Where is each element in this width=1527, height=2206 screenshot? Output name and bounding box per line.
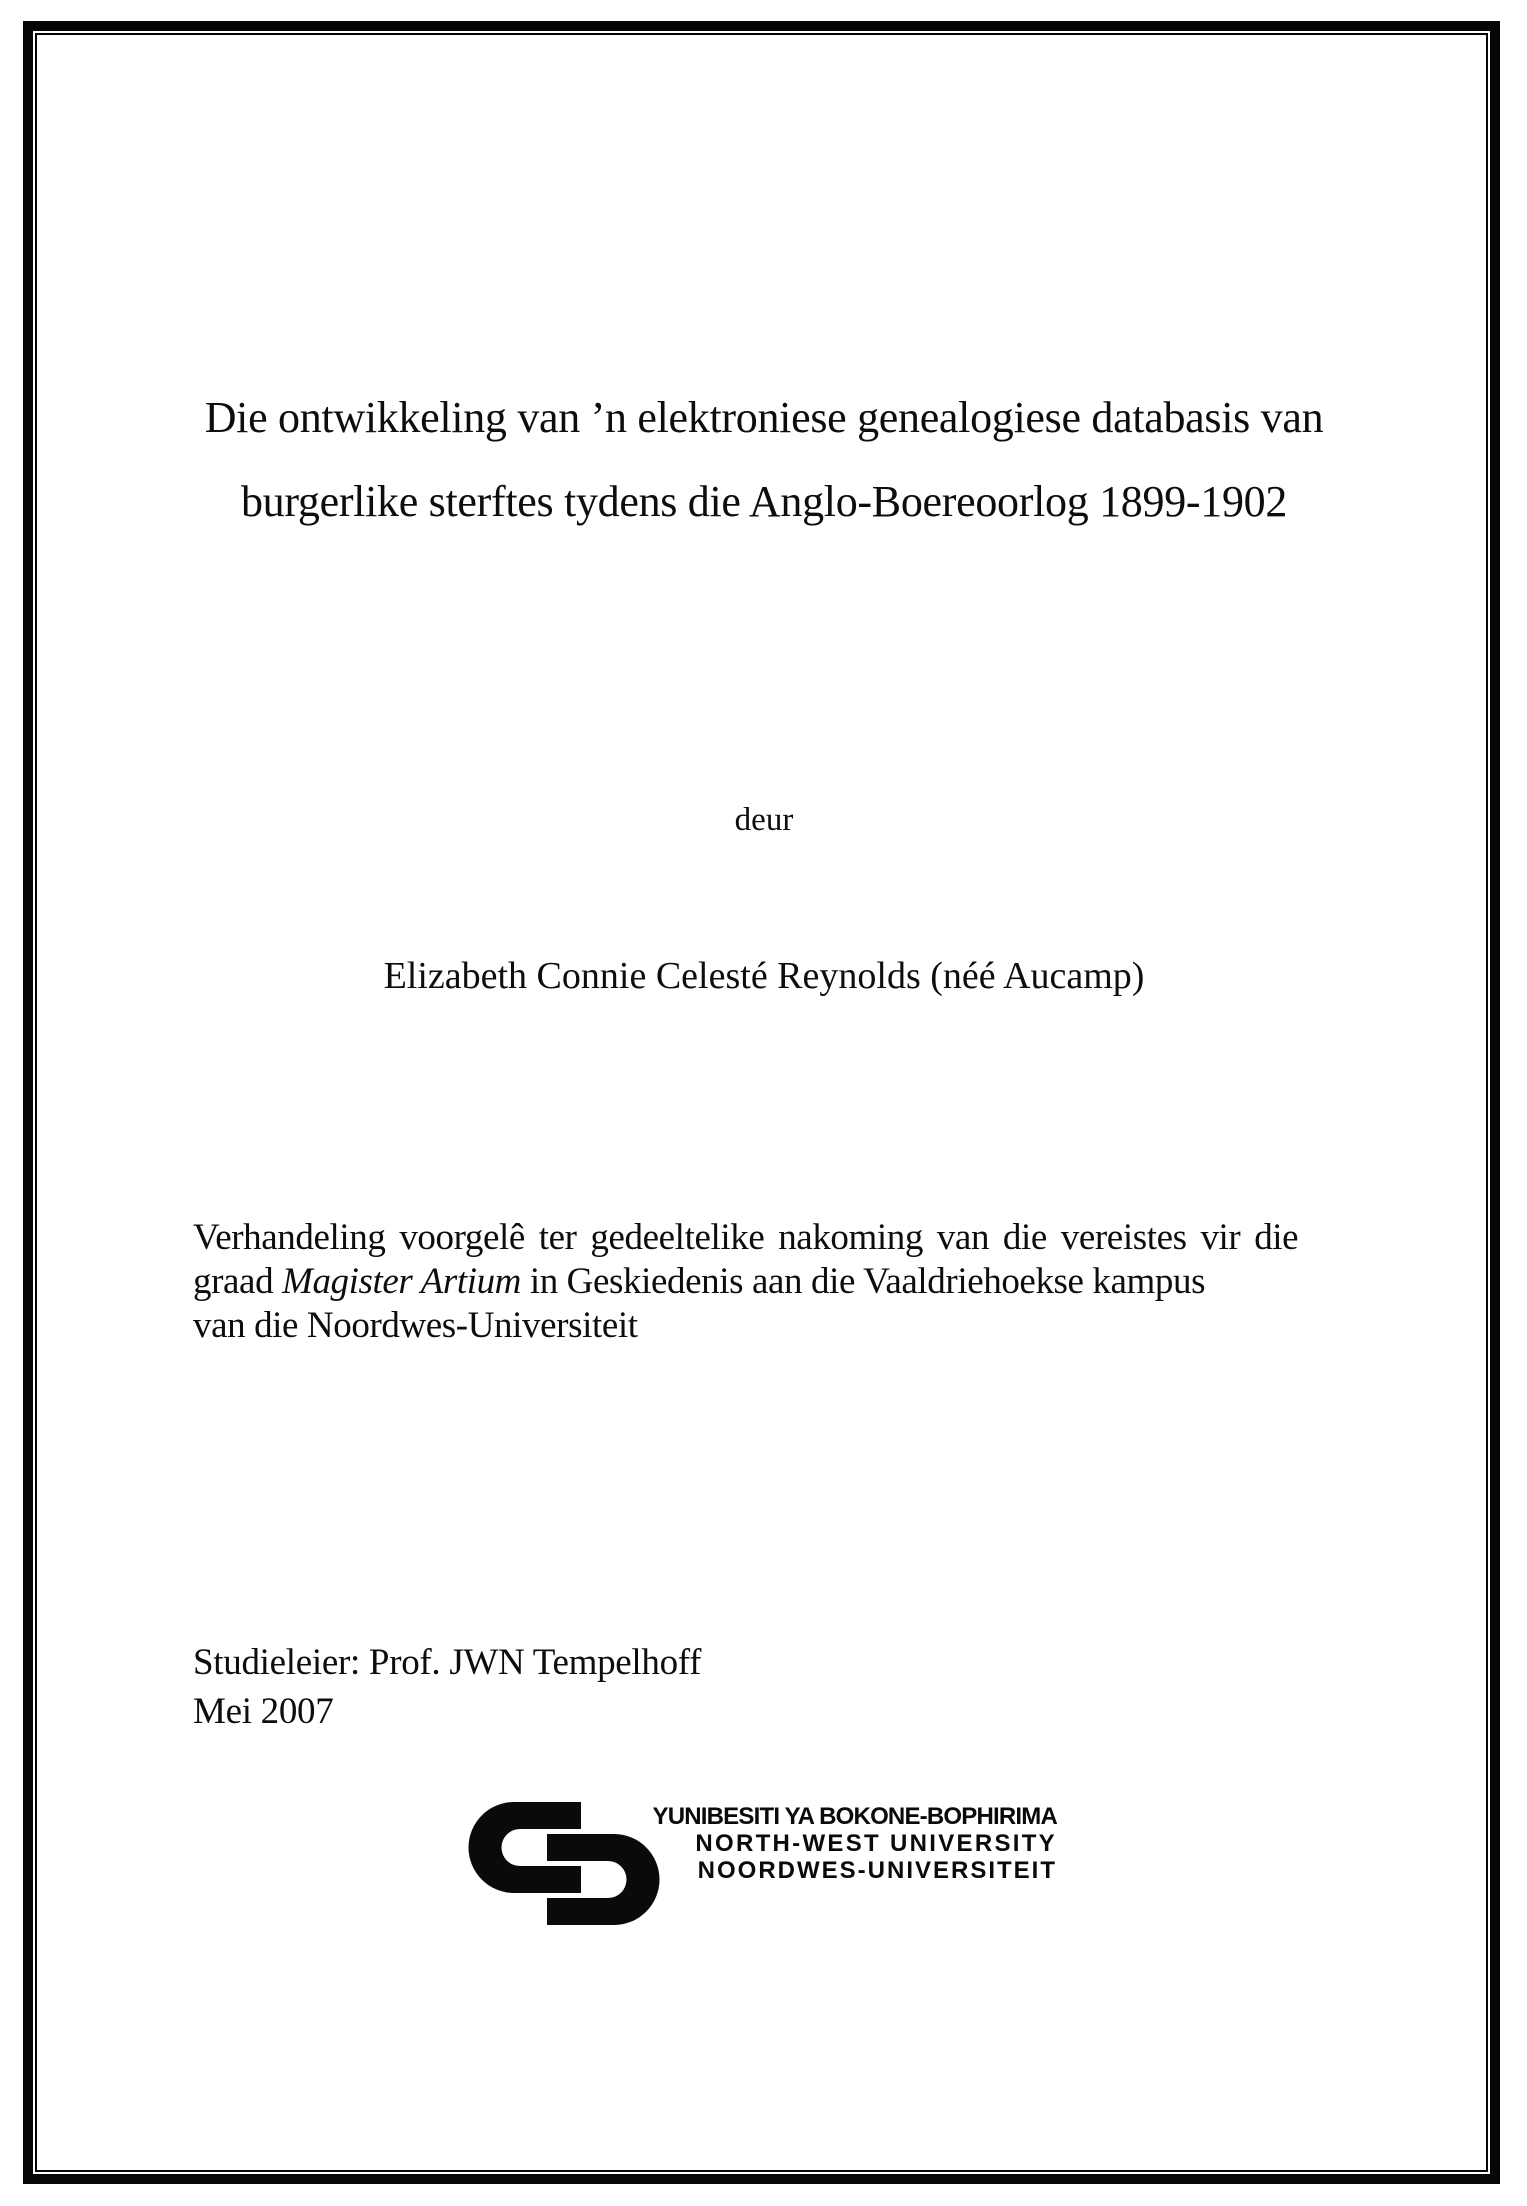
thesis-title-line1: Die ontwikkeling van ’n elektroniese genealogiese databasis van: [204, 393, 1324, 442]
byline-label: deur: [734, 802, 794, 838]
submission-line3: van die Noordwes-Universiteit: [193, 1305, 638, 1346]
supervisor-line: Studieleier: Prof. JWN Tempelhoff: [193, 1642, 702, 1683]
submission-statement: [193, 1216, 1353, 1348]
supervisor-block: [193, 1638, 701, 1736]
university-logo-text: [590, 1803, 1057, 1884]
logo-line-english: NORTH-WEST UNIVERSITY: [695, 1830, 1057, 1857]
submission-line2-post: in Geskiedenis aan die Vaaldriehoekse kampus: [521, 1261, 1206, 1302]
date-line: Mei 2007: [193, 1691, 334, 1732]
author-name: Elizabeth Connie Celesté Reynolds (néé Aucamp): [383, 955, 1145, 997]
thesis-title-line2: burgerlike sterftes tydens die Anglo-Boereoorlog 1899-1902: [240, 477, 1288, 526]
submission-line2: [193, 1260, 1353, 1304]
logo-line-setswana: YUNIBESITI YA BOKONE-BOPHIRIMA: [652, 1803, 1057, 1830]
submission-line2-pre: graad: [193, 1261, 283, 1302]
degree-name: Magister Artium: [282, 1261, 521, 1302]
logo-line-afrikaans: NOORDWES-UNIVERSITEIT: [697, 1857, 1057, 1884]
submission-line1: Verhandeling voorgelê ter gedeeltelike nakoming van die vereistes vir die: [193, 1217, 1299, 1258]
thesis-title: [188, 376, 1340, 544]
